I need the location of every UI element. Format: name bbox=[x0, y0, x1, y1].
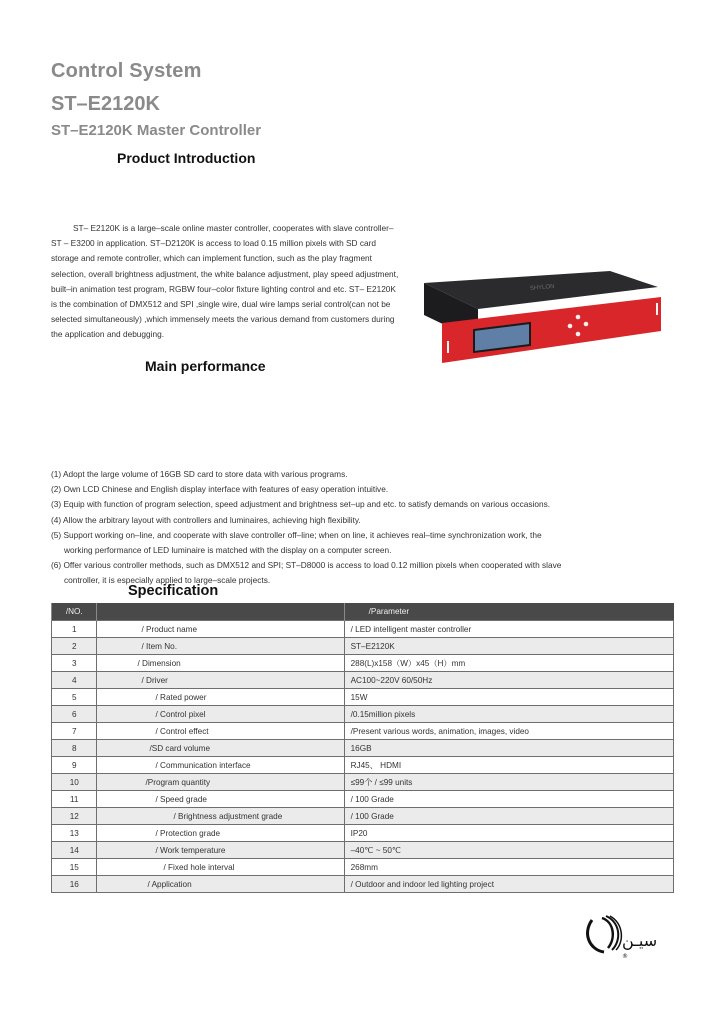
intro-paragraph bbox=[51, 221, 401, 343]
row-parameter-value: 15W bbox=[344, 689, 673, 706]
row-number: 15 bbox=[52, 859, 97, 876]
document-category-title: Control System bbox=[51, 60, 202, 82]
row-number: 14 bbox=[52, 842, 97, 859]
nav-button-right bbox=[584, 322, 589, 327]
performance-item: (5) Support working on–line, and cooperate with slave controller off–line; when on line, it achieves real–time synchronization work, the bbox=[51, 529, 542, 540]
parameter-header-text: /Parameter bbox=[368, 607, 410, 616]
row-number: 3 bbox=[52, 655, 97, 672]
intro-text: ST– E2120K is a large–scale online master controller, cooperates with slave controller– ST – E3200 in application. ST–D2120K is access to load 0.15 million pixels with SD card storage and remote controller, which can implement function, such as the play fragment selection, overall brightness adjustment, the white balance adjustment, play speed adjustment, built–in animation test program, RGBW four–color fixture lighting control and etc. ST– E2120K is the combination of DMX512 and SPI ,single wire, dual wire lamps serial control(can not be selected simultaneously) ,which immensely meets the various demand from customers during the application and debugging. bbox=[51, 223, 399, 340]
row-number: 1 bbox=[52, 621, 97, 638]
table-row bbox=[52, 638, 674, 655]
row-parameter-value: / 100 Grade bbox=[344, 808, 673, 825]
column-header-parameter bbox=[344, 603, 673, 621]
registered-mark: ® bbox=[622, 953, 628, 960]
row-number: 4 bbox=[52, 672, 97, 689]
row-item-name: / Speed grade bbox=[97, 791, 344, 808]
row-item-name: / Communication interface bbox=[97, 757, 344, 774]
row-parameter-value: RJ45、 HDMI bbox=[344, 757, 673, 774]
table-row bbox=[52, 842, 674, 859]
nav-button-left bbox=[568, 324, 573, 329]
row-item-name: / Dimension bbox=[97, 655, 344, 672]
row-parameter-value: / LED intelligent master controller bbox=[344, 621, 673, 638]
performance-item: (6) Offer various controller methods, such as DMX512 and SPI; ST–D8000 is access to load 0.12 million pixels when cooperated with slave bbox=[51, 560, 562, 571]
table-row bbox=[52, 774, 674, 791]
table-row bbox=[52, 791, 674, 808]
row-item-name: / Fixed hole interval bbox=[97, 859, 344, 876]
performance-item: (4) Allow the arbitrary layout with controllers and luminaires, achieving high flexibility. bbox=[51, 514, 361, 525]
table-row bbox=[52, 723, 674, 740]
rack-slot-right bbox=[656, 303, 658, 315]
row-number: 5 bbox=[52, 689, 97, 706]
row-parameter-value: / 100 Grade bbox=[344, 791, 673, 808]
performance-item: (3) Equip with function of program selection, speed adjustment and brightness set–up and etc. to satisfy demands on various occasions. bbox=[51, 499, 551, 510]
product-subtitle: ST–E2120K Master Controller bbox=[51, 122, 262, 139]
performance-list bbox=[51, 467, 691, 589]
row-number: 12 bbox=[52, 808, 97, 825]
table-row bbox=[52, 757, 674, 774]
nav-button-up bbox=[576, 315, 581, 320]
table-body bbox=[52, 621, 674, 893]
table-header-row bbox=[52, 603, 674, 621]
table-row bbox=[52, 808, 674, 825]
table-row bbox=[52, 621, 674, 638]
company-logo bbox=[584, 912, 664, 962]
model-title: ST–E2120K bbox=[51, 93, 160, 115]
nav-button-down bbox=[576, 332, 581, 337]
row-parameter-value: –40℃ ~ 50℃ bbox=[344, 842, 673, 859]
row-item-name: /Program quantity bbox=[97, 774, 344, 791]
row-parameter-value: /Present various words, animation, images, video bbox=[344, 723, 673, 740]
performance-item: (1) Adopt the large volume of 16GB SD card to store data with various programs. bbox=[51, 469, 348, 479]
row-item-name: /SD card volume bbox=[97, 740, 344, 757]
table-row bbox=[52, 740, 674, 757]
intro-heading: Product Introduction bbox=[117, 150, 256, 166]
row-parameter-value: IP20 bbox=[344, 825, 673, 842]
row-parameter-value: ≤99个 / ≤99 units bbox=[344, 774, 673, 791]
row-item-name: / Driver bbox=[97, 672, 344, 689]
row-number: 11 bbox=[52, 791, 97, 808]
table-row bbox=[52, 655, 674, 672]
performance-heading: Main performance bbox=[145, 358, 266, 374]
row-number: 10 bbox=[52, 774, 97, 791]
table-row bbox=[52, 672, 674, 689]
row-parameter-value: 16GB bbox=[344, 740, 673, 757]
row-parameter-value: 288(L)x158（W）x45（H）mm bbox=[344, 655, 673, 672]
performance-item-continued: controller, it is especially applied to large–scale projects. bbox=[64, 575, 271, 586]
table-row bbox=[52, 689, 674, 706]
performance-item-continued: working performance of LED luminaire is matched with the display on a computer screen. bbox=[64, 545, 392, 556]
row-parameter-value: ST–E2120K bbox=[344, 638, 673, 655]
performance-item: (2) Own LCD Chinese and English display interface with features of easy operation intuitive. bbox=[51, 484, 389, 495]
controller-illustration bbox=[418, 263, 668, 373]
row-item-name: / Item No. bbox=[97, 638, 344, 655]
specification-table bbox=[51, 603, 674, 893]
row-item-name: / Control effect bbox=[97, 723, 344, 740]
logo-globe-icon bbox=[584, 912, 664, 962]
row-item-name: / Work temperature bbox=[97, 842, 344, 859]
row-item-name: / Product name bbox=[97, 621, 344, 638]
row-item-name: / Protection grade bbox=[97, 825, 344, 842]
column-header-no: /NO. bbox=[52, 603, 97, 621]
row-number: 13 bbox=[52, 825, 97, 842]
rack-slot-left bbox=[447, 341, 449, 353]
table-row bbox=[52, 706, 674, 723]
row-number: 7 bbox=[52, 723, 97, 740]
row-item-name: / Control pixel bbox=[97, 706, 344, 723]
column-header-name bbox=[97, 603, 344, 621]
row-parameter-value: AC100~220V 60/50Hz bbox=[344, 672, 673, 689]
specification-heading: Specification bbox=[128, 583, 219, 599]
row-parameter-value: / Outdoor and indoor led lighting project bbox=[344, 876, 673, 893]
table-row bbox=[52, 876, 674, 893]
logo-wordmark: سيـن bbox=[622, 931, 658, 950]
brand-text: SHYLON bbox=[529, 283, 555, 292]
table-row bbox=[52, 825, 674, 842]
table-row bbox=[52, 859, 674, 876]
row-item-name: / Rated power bbox=[97, 689, 344, 706]
product-image bbox=[418, 263, 668, 373]
row-number: 6 bbox=[52, 706, 97, 723]
row-number: 2 bbox=[52, 638, 97, 655]
row-parameter-value: 268mm bbox=[344, 859, 673, 876]
row-item-name: / Brightness adjustment grade bbox=[97, 808, 344, 825]
row-parameter-value: /0.15million pixels bbox=[344, 706, 673, 723]
row-item-name: / Application bbox=[97, 876, 344, 893]
row-number: 16 bbox=[52, 876, 97, 893]
row-number: 8 bbox=[52, 740, 97, 757]
row-number: 9 bbox=[52, 757, 97, 774]
